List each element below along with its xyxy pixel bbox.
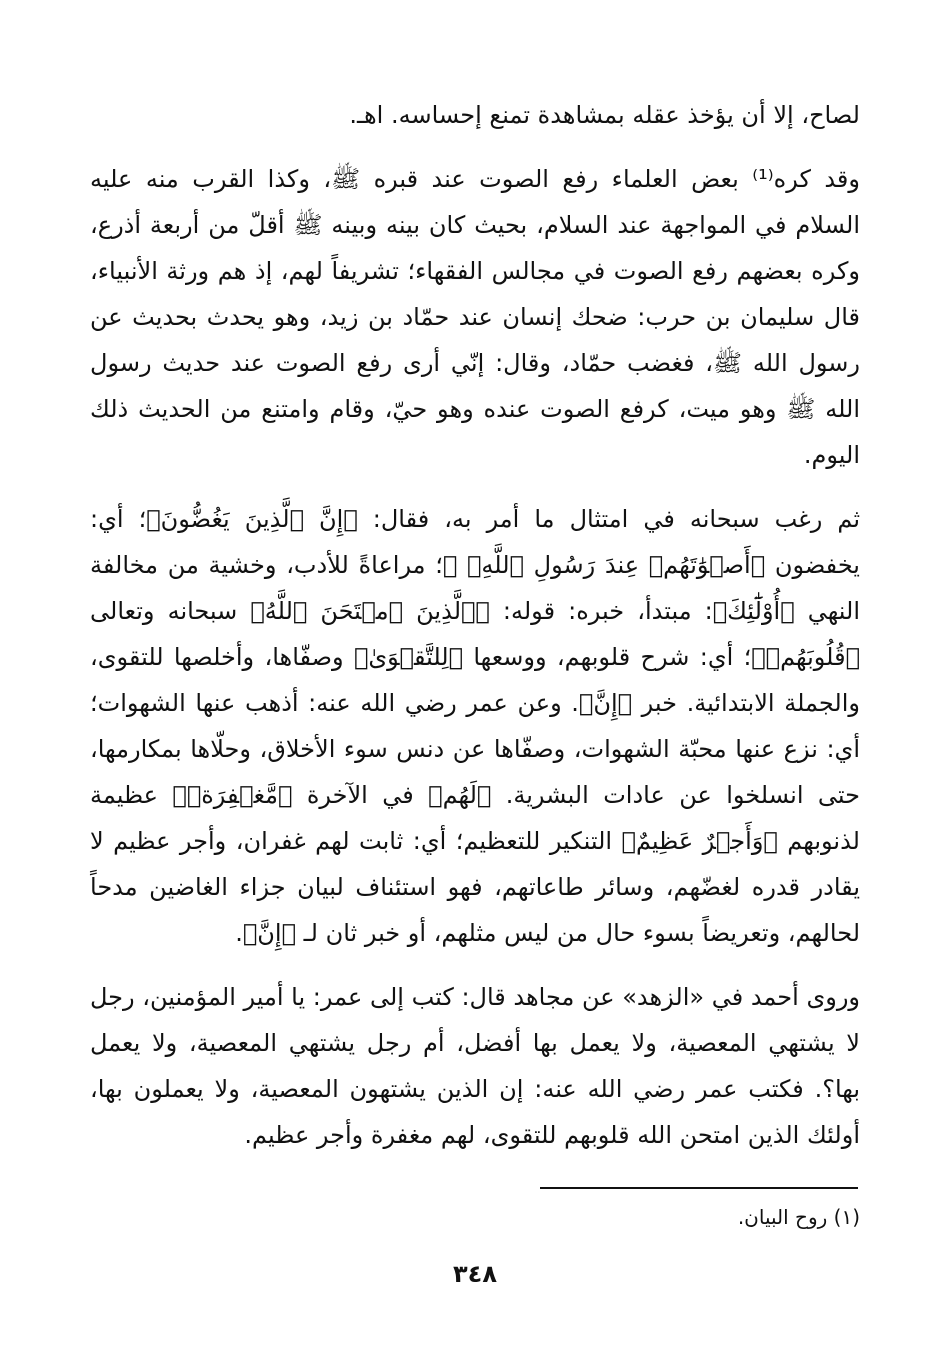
paragraph-1: لصاح، إلا أن يؤخذ عقله بمشاهدة تمنع إحساسه. اهـ. [349,101,860,129]
paragraph-4: وروى أحمد في «الزهد» عن مجاهد قال: كتب إلى عمر: يا أمير المؤمنين، رجل لا يشتهي المعصية، ولا يعمل بها أفضل، أم رجل يشتهي المعصية، ولا يعمل بها؟. فكتب عمر رضي الله عنه: إن الذين يشتهون المعصية، ولا يعملون بها، أولئك الذين امتحن الله قلوبهم للتقوى، لهم مغفرة وأجر عظيم. [90,983,860,1149]
page-body [90,92,860,1158]
paragraph-3: ثم رغب سبحانه في امتثال ما أمر به، فقال: ﴿إِنَّ ٱلَّذِينَ يَغُضُّونَ﴾؛ أي: يخفضون ﴿أَصۡوَٰتَهُمۡ عِندَ رَسُولِ ٱللَّهِ﴾ ﷺ؛ مراعاةً للأدب، وخشية من مخالفة النهي ﴿أُوْلَٰٓئِكَ﴾: مبتدأ، خبره: قوله: ﴿ٱلَّذِينَ ٱمۡتَحَنَ ٱللَّهُ﴾ سبحانه وتعالى ﴿قُلُوبَهُمۡ﴾؛ أي: شرح قلوبهم، ووسعها ﴿لِلتَّقۡوَىٰ﴾ وصفّاها، وأخلصها للتقوى، والجملة الابتدائية. خبر ﴿إِنَّ﴾. وعن عمر رضي الله عنه: أذهب عنها الشهوات؛ أي: نزع عنها محبّة الشهوات، وصفّاها عن دنس سوء الأخلاق، وحلّاها بمكارمها، حتى انسلخوا عن عادات البشرية. ﴿لَهُم﴾ في الآخرة ﴿مَّغۡفِرَةٞ﴾ عظيمة لذنوبهم ﴿وَأَجۡرٌ عَظِيمٌ﴾ التنكير للتعظيم؛ أي: ثابت لهم غفران، وأجر عظيم لا يقادر قدره لغضّهم، وسائر طاعاتهم، فهو استئناف لبيان جزاء الغاضين مدحاً لحالهم، وتعريضاً بسوء حال من ليس مثلهم، أو خبر ثان لـ ﴿إِنَّ﴾. [90,505,860,947]
page-number: ٣٤٨ [453,1260,497,1288]
footnote-divider [540,1187,858,1189]
paragraph-2: وقد كره⁽¹⁾ بعض العلماء رفع الصوت عند قبره ﷺ، وكذا القرب منه عليه السلام في المواجهة عند السلام، بحيث كان بينه وبينه ﷺ أقلّ من أربعة أذرع، وكره بعضهم رفع الصوت في مجالس الفقهاء؛ تشريفاً لهم، إذ هم ورثة الأنبياء، قال سليمان بن حرب: ضحك إنسان عند حمّاد بن زيد، وهو يحدث بحديث عن رسول الله ﷺ، فغضب حمّاد، وقال: إنّي أرى رفع الصوت عند حديث رسول الله ﷺ وهو ميت، كرفع الصوت عنده وهو حيّ، وقام وامتنع من الحديث ذلك اليوم. [90,165,860,469]
footnote: (١) روح البيان. [737,1205,860,1229]
